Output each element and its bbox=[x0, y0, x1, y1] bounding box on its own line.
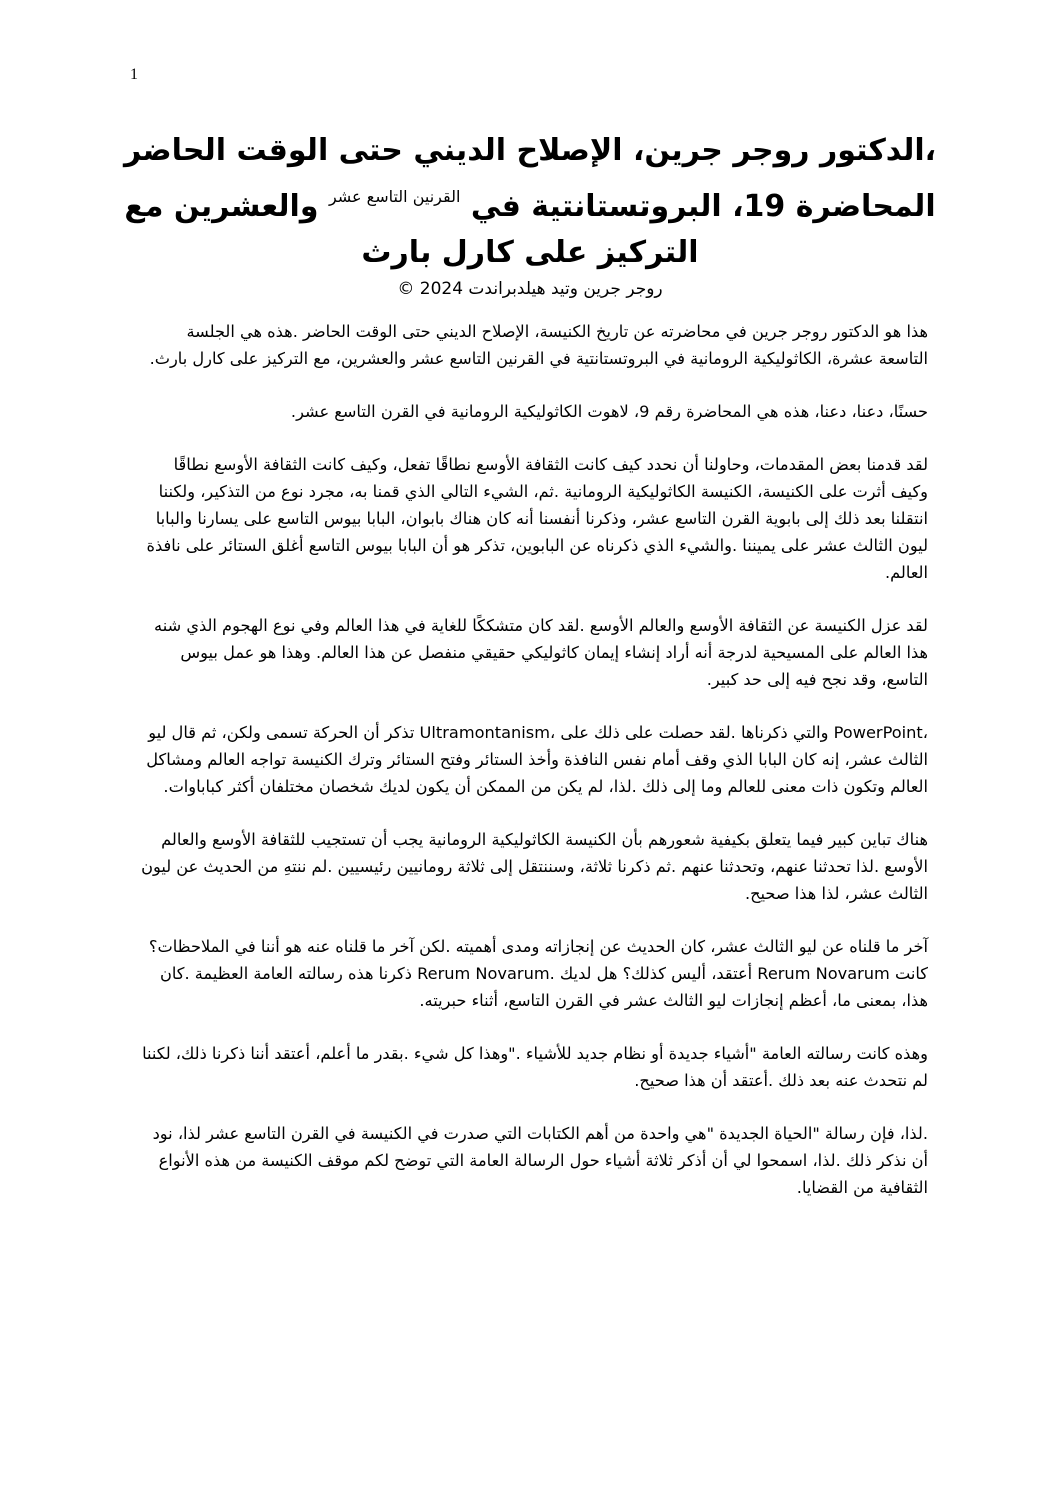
paragraph: ،PowerPoint والتي ذكرناها .لقد حصلت على ذلك على ،Ultramontanism تذكر أن الحركة تسمى ولكن، ثم قال ليو الثالث عشر، إنه كان البابا الذي وقف أمام نفس النافذة وأخذ الستائر وفتح الستائر وترك الكنيسة تواجه العالم ومشاكل العالم وتكون ذات معنى للعالم وما إلى ذلك .لذا، لم يكن من الممكن أن يكون لديك شخصان مختلفان أكثر كباباوات. bbox=[146, 723, 928, 796]
document-header bbox=[120, 128, 940, 302]
page-number: 1 bbox=[130, 66, 138, 83]
document-title bbox=[120, 128, 940, 276]
paragraph: حسنًا، دعنا، دعنا، هذه هي المحاضرة رقم 9، لاهوت الكاثوليكية الرومانية في القرن التاسع عشر. bbox=[290, 402, 928, 421]
paragraph: لقد عزل الكنيسة عن الثقافة الأوسع والعالم الأوسع .لقد كان متشككًا للغاية في هذا العالم وفي نوع الهجوم الذي شنه هذا العالم على المسيحية لدرجة أنه أراد إنشاء إيمان كاثوليكي حقيقي منفصل عن هذا العالم. وهذا هو عمل بيوس التاسع، وقد نجح فيه إلى حد كبير. bbox=[154, 616, 928, 689]
paragraph: آخر ما قلناه عن ليو الثالث عشر، كان الحديث عن إنجازاته ومدى أهميته .لكن آخر ما قلناه عنه هو أننا في الملاحظات؟ كانت Rerum Novarum أعتقد، أليس كذلك؟ هل لديك .Rerum Novarum ذكرنا هذه رسالته العامة العظيمة .كان هذا، بمعنى ما، أعظم إنجازات ليو الثالث عشر في القرن التاسع، أثناء حبريته. bbox=[148, 937, 928, 1010]
title-superscript: القرنين التاسع عشر bbox=[328, 187, 461, 206]
document-body bbox=[138, 318, 928, 1227]
title-text-part2: والعشرين مع التركيز على كارل بارث bbox=[124, 189, 699, 270]
paragraph: هناك تباين كبير فيما يتعلق بكيفية شعورهم بأن الكنيسة الكاثوليكية الرومانية يجب أن تستجيب للثقافة الأوسع والعالم الأوسع .لذا تحدثنا عنهم، وتحدثنا عنهم .ثم ذكرنا ثلاثة، وسننتقل إلى ثلاثة رومانيين رئيسيين .لم ننتهِ من الحديث عن ليون الثالث عشر، لذا هذا صحيح. bbox=[141, 830, 928, 903]
title-text-part1: ،الدكتور روجر جرين، الإصلاح الديني حتى الوقت الحاضر المحاضرة 19، البروتستانتية في bbox=[123, 133, 937, 224]
paragraph: هذا هو الدكتور روجر جرين في محاضرته عن تاريخ الكنيسة، الإصلاح الديني حتى الوقت الحاضر .هذه هي الجلسة التاسعة عشرة، الكاثوليكية الرومانية في البروتستانتية في القرنين التاسع عشر والعشرين، مع التركيز على كارل بارث. bbox=[149, 322, 928, 368]
paragraph: .لذا، فإن رسالة "الحياة الجديدة "هي واحدة من أهم الكتابات التي صدرت في الكنيسة في القرن التاسع عشر لذا، نود أن نذكر ذلك .لذا، اسمحوا لي أن أذكر ثلاثة أشياء حول الرسالة العامة التي توضح لكم موقف الكنيسة من هذه الأنواع الثقافية من القضايا. bbox=[152, 1124, 928, 1197]
copyright-line: روجر جرين وتيد هيلدبراندت 2024 © bbox=[397, 279, 663, 299]
paragraph: وهذه كانت رسالته العامة "أشياء جديدة أو نظام جديد للأشياء ."وهذا كل شيء .بقدر ما أعلم، أعتقد أننا ذكرنا ذلك، لكننا لم نتحدث عنه بعد ذلك .أعتقد أن هذا صحيح. bbox=[142, 1044, 928, 1090]
paragraph: لقد قدمنا بعض المقدمات، وحاولنا أن نحدد كيف كانت الثقافة الأوسع نطاقًا تفعل، وكيف كانت الثقافة الأوسع نطاقًا وكيف أثرت على الكنيسة، الكنيسة الكاثوليكية الرومانية .ثم، الشيء التالي الذي قمنا به، مجرد نوع من التذكير، ولكننا انتقلنا بعد ذلك إلى بابوية القرن التاسع عشر، وذكرنا أنفسنا أنه كان هناك بابوان، البابا بيوس التاسع على يسارنا والبابا ليون الثالث عشر على يميننا .والشيء الذي ذكرناه عن البابوين، تذكر هو أن البابا بيوس التاسع أغلق الستائر على نافذة العالم. bbox=[146, 455, 928, 582]
